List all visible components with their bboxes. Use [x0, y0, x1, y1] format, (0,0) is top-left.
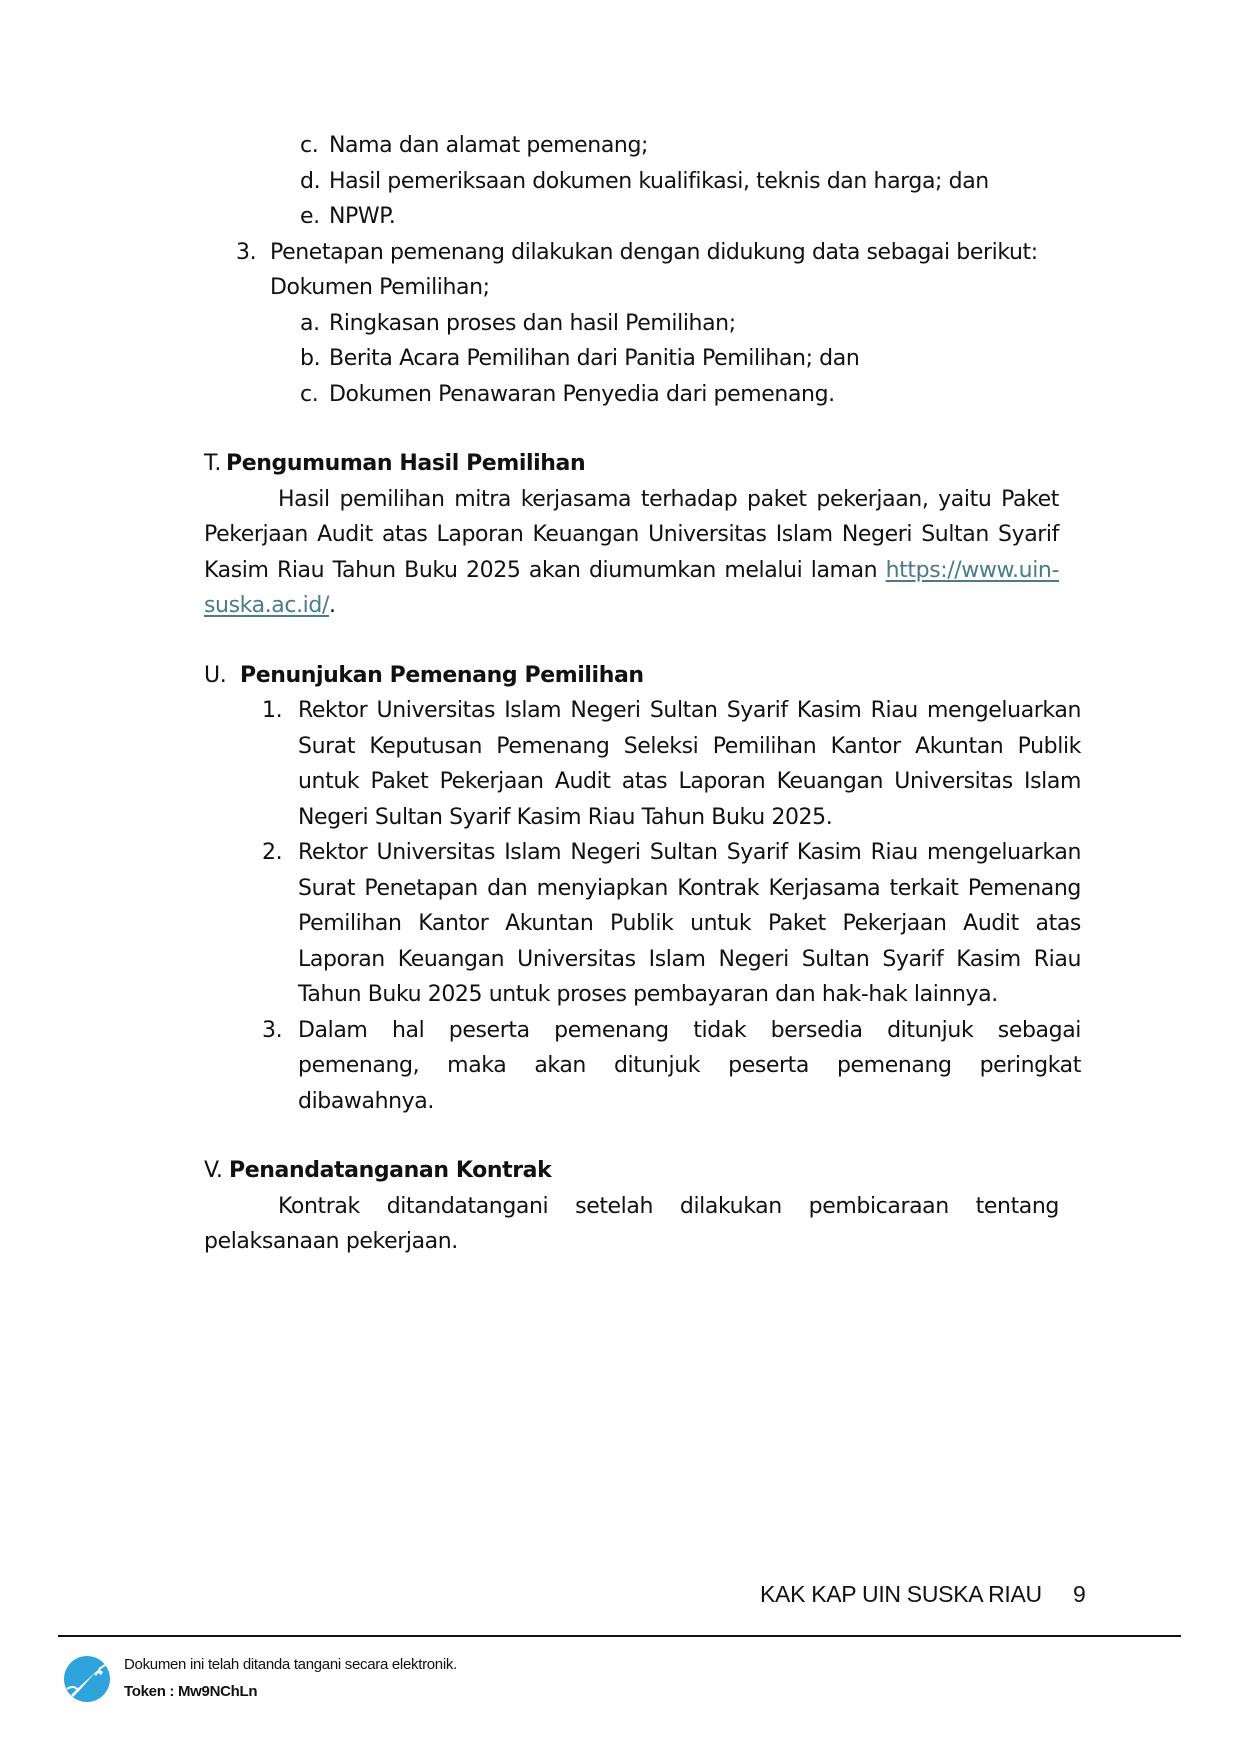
e-signature-pen-icon: [63, 1655, 111, 1703]
list-item-text: Hasil pemeriksaan dokumen kualifikasi, teknis dan harga; dan: [329, 168, 989, 194]
signature-note: Dokumen ini telah ditanda tangani secara elektronik.: [124, 1656, 457, 1673]
page-content: [204, 128, 1096, 1260]
list-item-text: Nama dan alamat pemenang;: [329, 133, 649, 158]
list-marker: d.: [300, 168, 321, 194]
list-marker: c.: [300, 133, 319, 158]
paragraph-text: Hasil pemilihan mitra kerjasama terhadap paket pekerjaan, yaitu Paket Pekerjaan Audit atas Laporan Keuangan Universitas Islam Negeri Sultan Syarif Kasim Riau Tahun Buku 2025 akan diumumkan melalui laman: [204, 486, 1059, 583]
paragraph-text: .: [328, 593, 336, 618]
list-item-text: NPWP.: [329, 204, 396, 229]
section-title: Penandatanganan Kontrak: [229, 1158, 552, 1183]
list-item-text: Berita Acara Pemilihan dari Panitia Pemilihan; dan: [329, 346, 860, 371]
footer-divider: [58, 1635, 1181, 1637]
list-item: [226, 835, 1081, 1013]
section-t-body: [204, 482, 1059, 624]
list-item: [226, 164, 1096, 200]
website-link[interactable]: https://www.uin-suska.ac.id/: [204, 557, 1059, 618]
footer-document-title: KAK KAP UIN SUSKA RIAU: [760, 1581, 1042, 1607]
list-marker: e.: [300, 204, 320, 229]
list-marker: a.: [300, 310, 320, 336]
page-number: 9: [1073, 1581, 1086, 1607]
list-item: [226, 1013, 1081, 1120]
list-item: [226, 199, 1096, 235]
list-item: [226, 377, 1096, 413]
list-item-text: Dokumen Pemilihan;: [270, 275, 490, 300]
section-heading-v: [204, 1153, 1096, 1189]
list-item-continuation: [226, 270, 1096, 306]
section-v-body: Kontrak ditandatangani setelah dilakukan pembicaraan tentang pelaksanaan pekerjaan.: [204, 1193, 1059, 1254]
section-marker: T.: [204, 451, 222, 476]
list-item-text: Dokumen Penawaran Penyedia dari pemenang.: [329, 381, 835, 407]
list-item: [226, 128, 1096, 164]
section-marker: V.: [204, 1158, 223, 1183]
list-item-text: Dalam hal peserta pemenang tidak bersedia ditunjuk sebagai pemenang, maka akan ditunjuk peserta pemenang peringkat dibawahnya.: [298, 1017, 1081, 1114]
list-item: [226, 306, 1096, 342]
section-title: Penunjukan Pemenang Pemilihan: [240, 662, 644, 688]
list-item: [226, 235, 1096, 271]
list-marker: 3.: [236, 239, 257, 265]
list-item: [226, 693, 1081, 835]
list-item: [226, 341, 1096, 377]
section-title: Pengumuman Hasil Pemilihan: [226, 451, 586, 476]
section-heading-u: [204, 658, 1096, 694]
list-marker: 3.: [262, 1017, 283, 1043]
section-heading-t: [204, 446, 1096, 482]
list-item-text: Rektor Universitas Islam Negeri Sultan Syarif Kasim Riau mengeluarkan Surat Keputusan Pemenang Seleksi Pemilihan Kantor Akuntan Publik untuk Paket Pekerjaan Audit atas Laporan Keuangan Universitas Islam Negeri Sultan Syarif Kasim Riau Tahun Buku 2025.: [298, 698, 1081, 830]
list-marker: 1.: [262, 698, 283, 723]
list-item-text: Penetapan pemenang dilakukan dengan didukung data sebagai berikut:: [270, 239, 1038, 265]
signature-token: Token : Mw9NChLn: [124, 1683, 258, 1700]
list-marker: 2.: [262, 840, 283, 865]
list-marker: b.: [300, 346, 321, 371]
list-item-text: Rektor Universitas Islam Negeri Sultan Syarif Kasim Riau mengeluarkan Surat Penetapan dan menyiapkan Kontrak Kerjasama terkait Pemenang Pemilihan Kantor Akuntan Publik untuk Paket Pekerjaan Audit atas Laporan Keuangan Universitas Islam Negeri Sultan Syarif Kasim Riau Tahun Buku 2025 untuk proses pembayaran dan hak-hak lainnya.: [298, 840, 1081, 1007]
list-marker: c.: [300, 381, 319, 407]
list-item-text: Ringkasan proses dan hasil Pemilihan;: [329, 310, 736, 336]
section-marker: U.: [204, 662, 227, 688]
